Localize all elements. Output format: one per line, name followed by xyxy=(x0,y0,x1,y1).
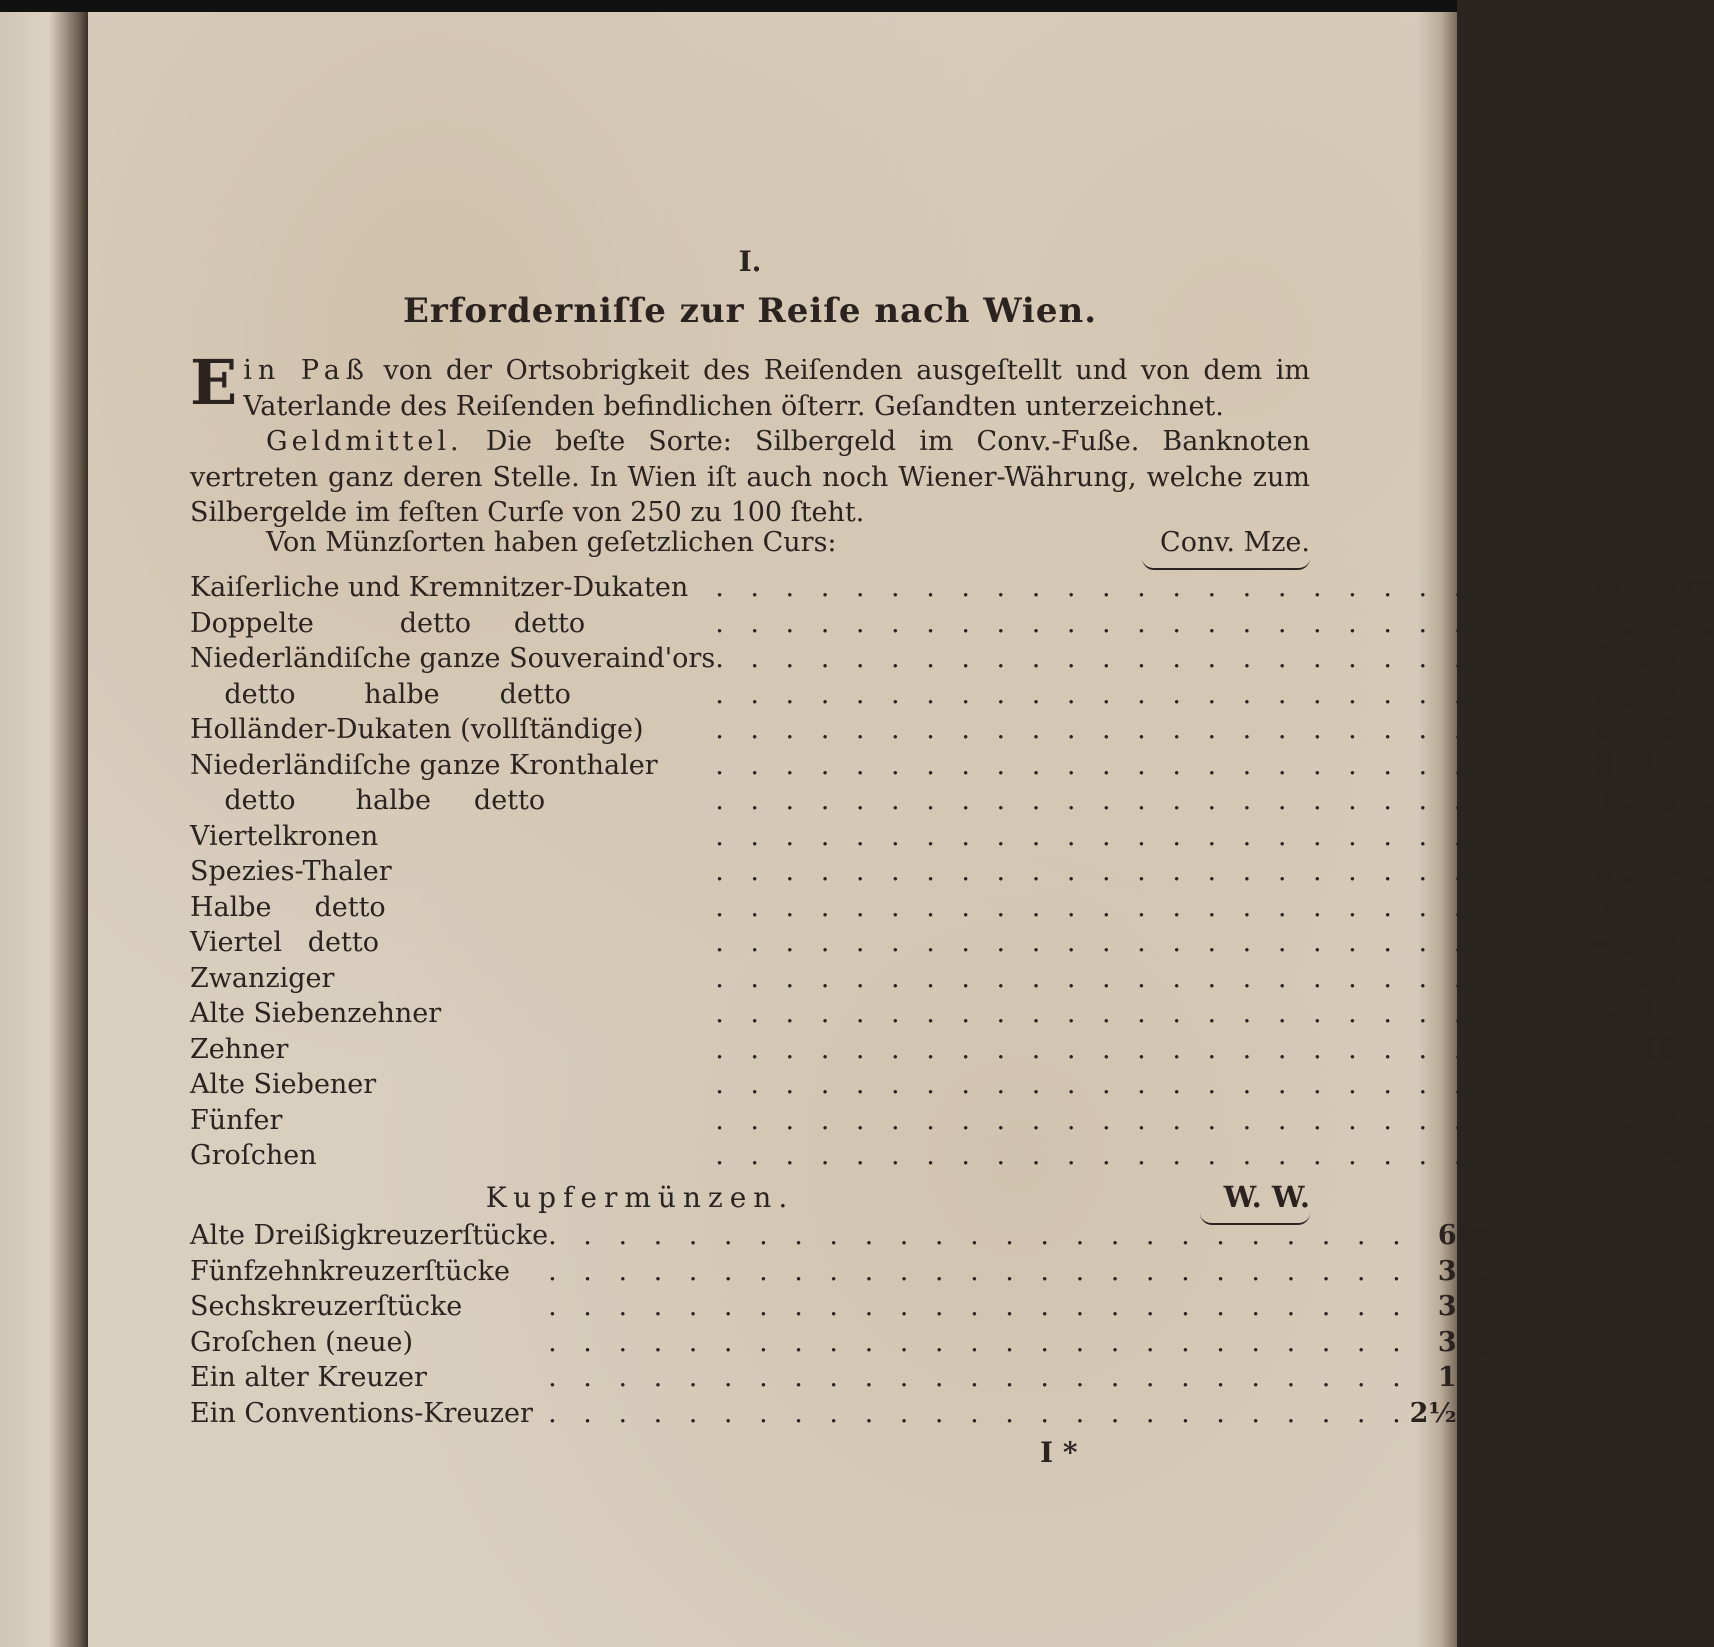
copper-row xyxy=(190,1218,1492,1254)
copper-value: 2½ xyxy=(1409,1397,1457,1429)
coin-gulden-unit: „ xyxy=(1620,678,1635,710)
coin-gulden-unit: „ xyxy=(1620,927,1635,958)
money-spaced-start: Geldmittel. xyxy=(266,426,463,457)
coin-kreuzer-unit: „ xyxy=(1700,785,1714,816)
signature-mark: I * xyxy=(1040,1436,1078,1469)
coin-row xyxy=(190,961,1714,997)
intro-spaced-start: in Paß xyxy=(243,355,370,386)
coin-gulden-unit: „ xyxy=(1620,785,1635,816)
coin-row xyxy=(190,819,1714,855)
copper-unit: kr. xyxy=(1456,1220,1492,1251)
coin-row xyxy=(190,641,1714,677)
coin-name: Doppelte detto detto xyxy=(190,607,586,639)
money-paragraph xyxy=(190,424,1310,531)
coin-gulden-unit: „ xyxy=(1620,607,1635,639)
coin-gulden-unit: „ xyxy=(1620,891,1635,923)
copper-unit: „ xyxy=(1477,1362,1492,1393)
coin-kreuzer-unit: „ xyxy=(1700,714,1714,745)
coin-gulden-unit: „ xyxy=(1620,1140,1635,1171)
copper-row xyxy=(190,1360,1492,1396)
coin-row xyxy=(190,783,1714,819)
copper-value: 3 xyxy=(1437,1291,1457,1322)
coin-gulden-unit: „ xyxy=(1620,714,1635,745)
dot-leader: . . . . . . . . . . . . . . . . . . . . . . . . . xyxy=(715,607,1577,639)
coin-row xyxy=(190,570,1714,606)
coin-gulden: — xyxy=(1587,820,1615,852)
intro-text: von der Ortsobrigkeit des Reiſenden ausgeſtellt und von dem im Vaterlande des Reiſenden befindlichen öſterr. Geſandten unterzeichnet. xyxy=(243,355,1310,422)
coin-kreuzer: — xyxy=(1652,891,1680,923)
coin-kreuzer: 15 xyxy=(1641,998,1680,1029)
coin-row xyxy=(190,748,1714,784)
money-text: Die beſte Sorte: Silbergeld im Conv.-Fuße. Banknoten vertreten ganz deren Stelle. In Wien iſt auch noch Wiener-Währung, welche zum Silbergelde im feſten Curſe von 250 zu 100 ſteht. xyxy=(190,426,1310,528)
dot-leader: . . . . . . . . . . . . . . . . . . . . . . . . . xyxy=(548,1326,1410,1358)
coin-kreuzer-unit: kr. xyxy=(1679,572,1714,603)
coin-gulden-unit: „ xyxy=(1620,1033,1635,1065)
coin-kreuzer: 3 xyxy=(1660,1140,1680,1171)
dot-leader: . . . . . . . . . . . . . . . . . . . . . . . . . xyxy=(715,820,1577,852)
copper-name: Ein alter Kreuzer xyxy=(190,1362,427,1393)
copper-unit: „ xyxy=(1477,1291,1492,1322)
dot-leader: . . . . . . . . . . . . . . . . . . . . . . . . . xyxy=(548,1362,1410,1393)
copper-unit: „ xyxy=(1477,1326,1492,1358)
copper-name: Alte Dreißigkreuzerſtücke xyxy=(190,1220,549,1251)
coin-kreuzer: 33 xyxy=(1641,820,1680,852)
coin-kreuzer: 30 xyxy=(1641,714,1680,745)
coin-gulden: — xyxy=(1587,1069,1615,1100)
scan-top-border xyxy=(0,0,1457,12)
copper-row xyxy=(190,1396,1492,1432)
coin-kreuzer-unit: „ xyxy=(1700,962,1714,994)
coin-row xyxy=(190,677,1714,713)
dot-leader: . . . . . . . . . . . . . . . . . . . . . . . . . xyxy=(715,572,1577,603)
dot-leader: . . . . . . . . . . . . . . . . . . . . . . . . . xyxy=(548,1291,1410,1322)
coin-kreuzer-unit: „ xyxy=(1700,998,1714,1029)
coin-kreuzer: 12 xyxy=(1641,749,1680,781)
coin-row xyxy=(190,890,1714,926)
currency-brace xyxy=(1142,558,1310,570)
coin-kreuzer: — xyxy=(1652,856,1680,887)
coin-gulden: — xyxy=(1587,998,1615,1029)
coin-kreuzer-unit: „ xyxy=(1700,891,1714,923)
coin-gulden: 1 xyxy=(1595,891,1615,923)
coin-row xyxy=(190,1138,1714,1174)
coin-name: Alte Siebener xyxy=(190,1069,377,1100)
coin-kreuzer-unit: „ xyxy=(1700,1140,1714,1171)
intro-paragraph xyxy=(190,346,1310,424)
dot-leader: . . . . . . . . . . . . . . . . . . . . . . . . . xyxy=(715,1140,1577,1171)
page-heading: Erforderniſſe zur Reiſe nach Wien. xyxy=(402,291,1098,331)
copper-name: Groſchen (neue) xyxy=(190,1326,413,1358)
coin-gulden: 1 xyxy=(1595,785,1615,816)
coin-kreuzer: — xyxy=(1652,607,1680,639)
coin-name: Zehner xyxy=(190,1033,289,1065)
coin-kreuzer: 6 xyxy=(1660,785,1680,816)
dot-leader: . . . . . . . . . . . . . . . . . . . . . . . . . xyxy=(715,856,1577,887)
coin-gulden: 2 xyxy=(1595,856,1615,887)
coin-gulden: — xyxy=(1587,927,1615,958)
copper-title: Kupfermünzen. xyxy=(485,1181,795,1214)
coin-gulden-unit: ſl. xyxy=(1614,572,1642,603)
dot-leader: . . . . . . . . . . . . . . . . . . . . . . . . . xyxy=(715,678,1577,710)
copper-name: Sechskreuzerſtücke xyxy=(190,1291,463,1322)
coin-kreuzer: 10 xyxy=(1641,1033,1680,1065)
coin-name: Viertel detto xyxy=(190,927,379,958)
copper-row xyxy=(190,1254,1492,1290)
copper-value: 3 xyxy=(1437,1326,1457,1358)
coin-kreuzer-unit: „ xyxy=(1700,856,1714,887)
coin-gulden: — xyxy=(1587,1104,1615,1136)
coin-name: Kaiſerliche und Kremnitzer-Dukaten xyxy=(190,572,689,603)
coin-kreuzer-unit: „ xyxy=(1700,1069,1714,1100)
coin-table xyxy=(190,570,1714,1174)
coin-gulden: 4 xyxy=(1595,572,1615,603)
book-spine xyxy=(0,12,88,1647)
coin-name: detto halbe detto xyxy=(190,785,546,816)
coin-kreuzer: 20 xyxy=(1641,962,1680,994)
coin-gulden: 9 xyxy=(1595,607,1615,639)
dot-leader: . . . . . . . . . . . . . . . . . . . . . . . . . xyxy=(715,927,1577,958)
coin-row xyxy=(190,712,1714,748)
copper-value: 6 xyxy=(1437,1220,1457,1251)
dot-leader: . . . . . . . . . . . . . . . . . . . . . . . . . xyxy=(715,714,1577,745)
coin-kreuzer: 6 xyxy=(1660,1069,1680,1100)
coin-name: Spezies-Thaler xyxy=(190,856,392,887)
coin-name: Holländer-Dukaten (vollſtändige) xyxy=(190,714,644,745)
copper-unit: „ xyxy=(1477,1255,1492,1287)
coin-kreuzer-unit: „ xyxy=(1700,1104,1714,1136)
coin-row xyxy=(190,925,1714,961)
coin-kreuzer-unit: „ xyxy=(1700,607,1714,639)
coin-kreuzer-unit: „ xyxy=(1700,678,1714,710)
copper-row xyxy=(190,1325,1492,1361)
coin-gulden-unit: „ xyxy=(1620,643,1635,674)
coin-gulden: 2 xyxy=(1595,749,1615,781)
coin-name: detto halbe detto xyxy=(190,678,571,710)
coin-currency-label: Conv. Mze. xyxy=(1160,527,1310,558)
copper-table xyxy=(190,1218,1492,1431)
coin-gulden-unit: „ xyxy=(1620,820,1635,852)
coin-kreuzer-unit: „ xyxy=(1700,749,1714,781)
dot-leader: . . . . . . . . . . . . . . . . . . . . . . . . . xyxy=(715,1104,1577,1136)
dot-leader: . . . . . . . . . . . . . . . . . . . . . . . . . xyxy=(715,962,1577,994)
copper-currency-label: W. W. xyxy=(1223,1180,1310,1214)
coin-gulden: 13 xyxy=(1576,643,1615,674)
coin-gulden-unit: „ xyxy=(1620,1069,1635,1100)
coin-row xyxy=(190,1067,1714,1103)
coin-header-text: Von Münzſorten haben geſetzlichen Curs: xyxy=(266,527,837,558)
coin-gulden-unit: „ xyxy=(1620,962,1635,994)
coin-gulden-unit: „ xyxy=(1620,749,1635,781)
coin-name: Zwanziger xyxy=(190,962,335,994)
coin-name: Groſchen xyxy=(190,1140,317,1171)
coin-kreuzer: 30 xyxy=(1641,927,1680,958)
copper-name: Ein Conventions-Kreuzer xyxy=(190,1397,533,1429)
drop-cap: E xyxy=(190,346,238,419)
coin-name: Alte Siebenzehner xyxy=(190,998,442,1029)
copper-name: Fünfzehnkreuzerſtücke xyxy=(190,1255,510,1287)
coin-row xyxy=(190,996,1714,1032)
dot-leader: . . . . . . . . . . . . . . . . . . . . . . . . . xyxy=(548,1255,1410,1287)
copper-value: 3 xyxy=(1437,1255,1457,1287)
coin-name: Viertelkronen xyxy=(190,820,379,852)
dot-leader: . . . . . . . . . . . . . . . . . . . . . . . . . xyxy=(715,1069,1577,1100)
coin-gulden: — xyxy=(1587,962,1615,994)
dot-leader: . . . . . . . . . . . . . . . . . . . . . . . . . xyxy=(548,1220,1410,1251)
dot-leader: . . . . . . . . . . . . . . . . . . . . . . . . . xyxy=(715,891,1577,923)
coin-name: Niederländiſche ganze Souveraind'ors xyxy=(190,643,716,674)
coin-kreuzer-unit: „ xyxy=(1700,927,1714,958)
coin-gulden-unit: „ xyxy=(1620,998,1635,1029)
chapter-number: I. xyxy=(738,245,762,278)
coin-row xyxy=(190,854,1714,890)
copper-unit: „ xyxy=(1477,1397,1492,1429)
coin-name: Fünfer xyxy=(190,1104,283,1136)
dot-leader: . . . . . . . . . . . . . . . . . . . . . . . . . xyxy=(548,1397,1410,1429)
coin-kreuzer: 5 xyxy=(1660,1104,1680,1136)
coin-name: Halbe detto xyxy=(190,891,386,923)
coin-gulden-unit: „ xyxy=(1620,1104,1635,1136)
coin-kreuzer-unit: „ xyxy=(1700,820,1714,852)
dot-leader: . . . . . . . . . . . . . . . . . . . . . . . . . xyxy=(715,749,1577,781)
coin-gulden: — xyxy=(1587,1033,1615,1065)
coin-gulden-unit: „ xyxy=(1620,856,1635,887)
dot-leader: . . . . . . . . . . . . . . . . . . . . . . . . . xyxy=(715,643,1577,674)
coin-gulden: — xyxy=(1587,1140,1615,1171)
coin-row xyxy=(190,1103,1714,1139)
coin-kreuzer-unit: „ xyxy=(1700,1033,1714,1065)
dot-leader: . . . . . . . . . . . . . . . . . . . . . . . . . xyxy=(715,1033,1577,1065)
coin-kreuzer-unit: „ xyxy=(1700,643,1714,674)
coin-kreuzer: 20 xyxy=(1641,643,1680,674)
coin-row xyxy=(190,1032,1714,1068)
coin-gulden: 4 xyxy=(1595,714,1615,745)
coin-kreuzer: 30 xyxy=(1641,572,1680,603)
coin-row xyxy=(190,606,1714,642)
copper-value: 1 xyxy=(1437,1362,1457,1393)
coin-kreuzer: 40 xyxy=(1641,678,1680,710)
coin-name: Niederländiſche ganze Kronthaler xyxy=(190,749,658,781)
dot-leader: . . . . . . . . . . . . . . . . . . . . . . . . . xyxy=(715,998,1577,1029)
copper-row xyxy=(190,1289,1492,1325)
coin-gulden: 6 xyxy=(1595,678,1615,710)
dot-leader: . . . . . . . . . . . . . . . . . . . . . . . . . xyxy=(715,785,1577,816)
